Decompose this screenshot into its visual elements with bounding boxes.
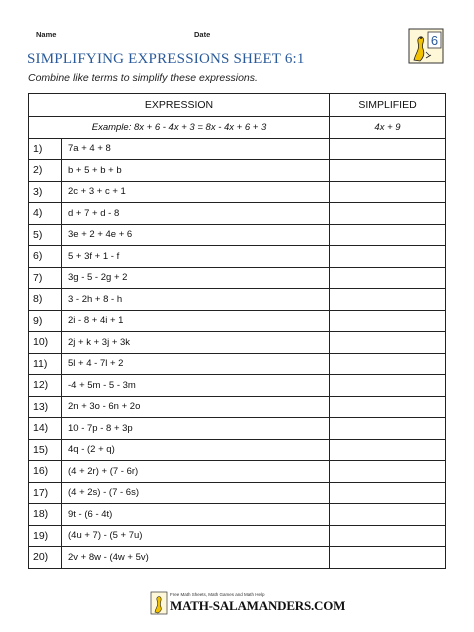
number-divider — [61, 418, 62, 439]
expression-text: 4q - (2 + q) — [68, 444, 115, 456]
question-number: 3) — [33, 185, 43, 198]
answer-cell[interactable] — [330, 332, 446, 354]
question-number: 13) — [33, 400, 49, 413]
answer-cell[interactable] — [330, 289, 446, 311]
footer-brand-name: MATH-SALAMANDERS.COM — [170, 598, 346, 613]
answer-cell[interactable] — [330, 353, 446, 375]
question-number: 11) — [33, 357, 48, 370]
expression-cell — [29, 396, 330, 418]
question-number: 18) — [33, 508, 49, 521]
question-number: 7) — [33, 271, 43, 284]
expression-cell-content — [29, 160, 329, 181]
table-row — [29, 439, 446, 461]
table-row — [29, 267, 446, 289]
example-answer: 4x + 9 — [330, 117, 446, 139]
expression-text: d + 7 + d - 8 — [68, 207, 120, 219]
question-number: 2) — [33, 164, 43, 177]
date-label: Date — [194, 30, 211, 39]
expression-cell-content — [29, 461, 329, 482]
answer-cell[interactable] — [330, 203, 446, 225]
expression-text: 2c + 3 + c + 1 — [68, 186, 126, 198]
expression-cell-content — [29, 268, 329, 289]
number-divider — [61, 268, 62, 289]
expression-cell — [29, 375, 330, 397]
number-divider — [61, 246, 62, 267]
table-row — [29, 203, 446, 225]
expression-cell-content — [29, 225, 329, 246]
answer-cell[interactable] — [330, 439, 446, 461]
question-number: 5) — [33, 228, 43, 241]
expression-cell-content — [29, 182, 329, 203]
table-row — [29, 289, 446, 311]
question-number: 19) — [33, 529, 49, 542]
expression-cell — [29, 482, 330, 504]
expression-cell-content — [29, 547, 329, 568]
salamander-grade-logo — [408, 28, 444, 64]
table-row — [29, 418, 446, 440]
expression-cell-content — [29, 418, 329, 439]
table-row — [29, 353, 446, 375]
number-divider — [61, 311, 62, 332]
grade-number: 6 — [430, 33, 439, 48]
number-divider — [61, 225, 62, 246]
expression-text: (4 + 2s) - (7 - 6s) — [68, 487, 139, 499]
number-divider — [61, 461, 62, 482]
expression-cell-content — [29, 375, 329, 396]
expression-text: b + 5 + b + b — [68, 164, 122, 176]
expression-text: 2j + k + 3j + 3k — [68, 336, 131, 348]
question-number: 17) — [33, 486, 49, 499]
answer-cell[interactable] — [330, 396, 446, 418]
expression-cell — [29, 181, 330, 203]
expression-text: (4 + 2r) + (7 - 6r) — [68, 465, 139, 477]
question-number: 20) — [33, 551, 49, 564]
question-number: 12) — [33, 379, 49, 392]
table-row — [29, 525, 446, 547]
answer-cell[interactable] — [330, 138, 446, 160]
answer-cell[interactable] — [330, 525, 446, 547]
number-divider — [61, 526, 62, 547]
number-divider — [61, 375, 62, 396]
answer-cell[interactable] — [330, 246, 446, 268]
answer-cell[interactable] — [330, 504, 446, 526]
expression-cell-content — [29, 440, 329, 461]
expression-text: -4 + 5m - 5 - 3m — [68, 379, 136, 391]
answer-cell[interactable] — [330, 224, 446, 246]
expression-text: 10 - 7p - 8 + 3p — [68, 422, 133, 434]
table-row — [29, 181, 446, 203]
expression-cell — [29, 289, 330, 311]
answer-cell[interactable] — [330, 267, 446, 289]
table-row — [29, 160, 446, 182]
table-row — [29, 504, 446, 526]
worksheet-title: SIMPLIFYING EXPRESSIONS SHEET 6:1 — [27, 51, 305, 67]
expressions-table — [28, 93, 446, 569]
answer-cell[interactable] — [330, 310, 446, 332]
table-row — [29, 332, 446, 354]
expression-text: 7a + 4 + 8 — [68, 143, 111, 155]
table-row — [29, 246, 446, 268]
question-number: 16) — [33, 465, 49, 478]
expression-cell — [29, 203, 330, 225]
expression-text: 5 + 3f + 1 - f — [68, 250, 120, 262]
question-number: 10) — [33, 336, 49, 349]
number-divider — [61, 203, 62, 224]
expression-text: 3e + 2 + 4e + 6 — [68, 229, 133, 241]
question-number: 9) — [33, 314, 43, 327]
answer-cell[interactable] — [330, 418, 446, 440]
instructions: Combine like terms to simplify these expressions. — [28, 72, 258, 84]
expression-cell — [29, 138, 330, 160]
expression-cell-content — [29, 483, 329, 504]
expression-text: 3 - 2h + 8 - h — [68, 293, 123, 305]
expression-cell-content — [29, 332, 329, 353]
table-row — [29, 310, 446, 332]
expression-cell-content — [29, 203, 329, 224]
answer-cell[interactable] — [330, 482, 446, 504]
number-divider — [61, 547, 62, 568]
expression-text: 2n + 3o - 6n + 2o — [68, 401, 141, 413]
footer-tagline: Free Math Sheets, Math Games and Math Help — [170, 592, 265, 597]
expression-cell — [29, 461, 330, 483]
example-expression: Example: 8x + 6 - 4x + 3 = 8x - 4x + 6 + 3 — [29, 117, 330, 139]
expression-cell — [29, 504, 330, 526]
expression-text: 9t - (6 - 4t) — [68, 508, 113, 520]
expression-text: 3g - 5 - 2g + 2 — [68, 272, 128, 284]
number-divider — [61, 160, 62, 181]
expression-text: (4u + 7) - (5 + 7u) — [68, 530, 143, 542]
name-label: Name — [36, 30, 57, 39]
expression-cell-content — [29, 526, 329, 547]
table-row — [29, 224, 446, 246]
column-header-expression: EXPRESSION — [29, 94, 330, 117]
number-divider — [61, 332, 62, 353]
salamander-icon — [150, 591, 168, 615]
expression-text: 2i - 8 + 4i + 1 — [68, 315, 124, 327]
expression-cell — [29, 332, 330, 354]
expression-cell-content — [29, 139, 329, 160]
expression-cell — [29, 160, 330, 182]
answer-cell[interactable] — [330, 547, 446, 569]
number-divider — [61, 483, 62, 504]
expression-cell — [29, 353, 330, 375]
expression-cell — [29, 525, 330, 547]
table-row — [29, 375, 446, 397]
expression-cell-content — [29, 397, 329, 418]
question-number: 8) — [33, 293, 43, 306]
number-divider — [61, 354, 62, 375]
table-row — [29, 396, 446, 418]
table-row — [29, 461, 446, 483]
expression-cell — [29, 224, 330, 246]
expression-cell-content — [29, 289, 329, 310]
number-divider — [61, 182, 62, 203]
number-divider — [61, 440, 62, 461]
expression-cell — [29, 418, 330, 440]
expression-cell — [29, 246, 330, 268]
table-header-row — [29, 94, 446, 117]
number-divider — [61, 397, 62, 418]
answer-cell[interactable] — [330, 181, 446, 203]
expression-cell-content — [29, 354, 329, 375]
question-number: 4) — [33, 207, 43, 220]
expression-cell — [29, 310, 330, 332]
expression-cell-content — [29, 311, 329, 332]
expression-text: 5l + 4 - 7l + 2 — [68, 358, 124, 370]
expression-cell — [29, 267, 330, 289]
answer-cell[interactable] — [330, 375, 446, 397]
column-header-simplified: SIMPLIFIED — [330, 94, 446, 117]
question-number: 14) — [33, 422, 49, 435]
expression-cell-content — [29, 246, 329, 267]
expression-cell-content — [29, 504, 329, 525]
table-row — [29, 138, 446, 160]
expression-cell — [29, 439, 330, 461]
number-divider — [61, 289, 62, 310]
example-row — [29, 117, 446, 139]
question-number: 6) — [33, 250, 43, 263]
number-divider — [61, 504, 62, 525]
table-row — [29, 547, 446, 569]
answer-cell[interactable] — [330, 461, 446, 483]
table-row — [29, 482, 446, 504]
number-divider — [61, 139, 62, 160]
question-number: 1) — [33, 142, 43, 155]
expression-cell — [29, 547, 330, 569]
answer-cell[interactable] — [330, 160, 446, 182]
question-number: 15) — [33, 443, 49, 456]
expression-text: 2v + 8w - (4w + 5v) — [68, 551, 149, 563]
footer-brand — [150, 591, 350, 619]
